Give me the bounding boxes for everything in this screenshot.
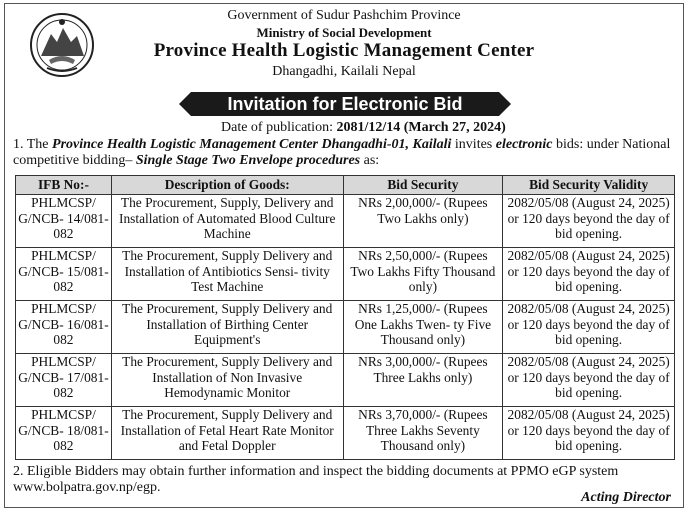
table-row (16, 195, 675, 248)
intro-text: bids: under National competitive bidding– (13, 137, 671, 168)
organization-name: Province Health Logistic Management Center Dhangadhi-01, Kailali (52, 137, 452, 152)
cell-validity: 2082/05/08 (August 24, 2025) or 120 days beyond the day of bid opening. (503, 301, 675, 354)
header-description: Description of Goods: (111, 176, 343, 195)
government-line: Government of Sudur Pashchim Province (227, 8, 461, 23)
intro-text: 1. The (13, 137, 53, 152)
cell-description: The Procurement, Supply, Delivery and Installation of Automated Blood Culture Machine (111, 195, 343, 248)
notice-title-banner: Invitation for Electronic Bid (191, 92, 499, 116)
table-row (16, 354, 675, 407)
header-ifb: IFB No:- (16, 176, 112, 195)
note-text: 2. Eligible Bidders may obtain further information and inspect the bidding documents at PPMO eGP system (13, 464, 619, 479)
notice-page (4, 3, 684, 508)
cell-ifb: PHLMCSP/ G/NCB- 17/081-082 (16, 354, 112, 407)
cell-validity: 2082/05/08 (August 24, 2025) or 120 days beyond the day of bid opening. (503, 248, 675, 301)
table-row (16, 248, 675, 301)
procedure-name: Single Stage Two Envelope procedures (135, 153, 361, 168)
table-row (16, 407, 675, 460)
cell-security: NRs 3,70,000/- (Rupees Three Lakhs Seventy Thousand only) (343, 407, 503, 460)
intro-text: as: (360, 153, 380, 168)
cell-ifb: PHLMCSP/ G/NCB- 15/081-082 (16, 248, 112, 301)
cell-description: The Procurement, Supply Delivery and Installation of Antibiotics Sensi- tivity Test Machine (111, 248, 343, 301)
header-bid-security: Bid Security (343, 176, 503, 195)
cell-ifb: PHLMCSP/ G/NCB- 18/081-082 (16, 407, 112, 460)
intro-text: invites (451, 137, 496, 152)
electronic-word: electronic (495, 137, 553, 152)
signature: Acting Director (581, 490, 671, 505)
cell-security: NRs 3,00,000/- (Rupees Three Lakhs only) (343, 354, 503, 407)
cell-security: NRs 2,00,000/- (Rupees Two Lakhs only) (343, 195, 503, 248)
cell-security: NRs 1,25,000/- (Rupees One Lakhs Twen- ty Five Thousand only) (343, 301, 503, 354)
intro-paragraph (13, 137, 678, 169)
cell-security: NRs 2,50,000/- (Rupees Two Lakhs Fifty Thousand only) (343, 248, 503, 301)
publication-label: Date of publication: (221, 120, 333, 135)
cell-validity: 2082/05/08 (August 24, 2025) or 120 days beyond the day of bid opening. (503, 354, 675, 407)
cell-ifb: PHLMCSP/ G/NCB- 16/081-082 (16, 301, 112, 354)
table-header-row (16, 176, 675, 195)
cell-validity: 2082/05/08 (August 24, 2025) or 120 days beyond the day of bid opening. (503, 195, 675, 248)
location-line: Dhangadhi, Kailali Nepal (272, 64, 416, 79)
publication-date (221, 120, 506, 136)
cell-description: The Procurement, Supply Delivery and Installation of Fetal Heart Rate Monitor and Fetal Doppler (111, 407, 343, 460)
cell-validity: 2082/05/08 (August 24, 2025) or 120 days beyond the day of bid opening. (503, 407, 675, 460)
cell-ifb: PHLMCSP/ G/NCB- 14/081-082 (16, 195, 112, 248)
cell-description: The Procurement, Supply Delivery and Installation of Non Invasive Hemodynamic Monitor (111, 354, 343, 407)
ministry-line: Ministry of Social Development (256, 25, 432, 40)
cell-description: The Procurement, Supply Delivery and Installation of Birthing Center Equipment's (111, 301, 343, 354)
publication-value: 2081/12/14 (March 27, 2024) (336, 120, 506, 135)
center-name: Province Health Logistic Management Center (153, 40, 535, 61)
header-validity: Bid Security Validity (503, 176, 675, 195)
egp-link[interactable]: www.bolpatra.gov.np/egp. (13, 480, 161, 495)
bid-table (15, 175, 675, 460)
table-row (16, 301, 675, 354)
